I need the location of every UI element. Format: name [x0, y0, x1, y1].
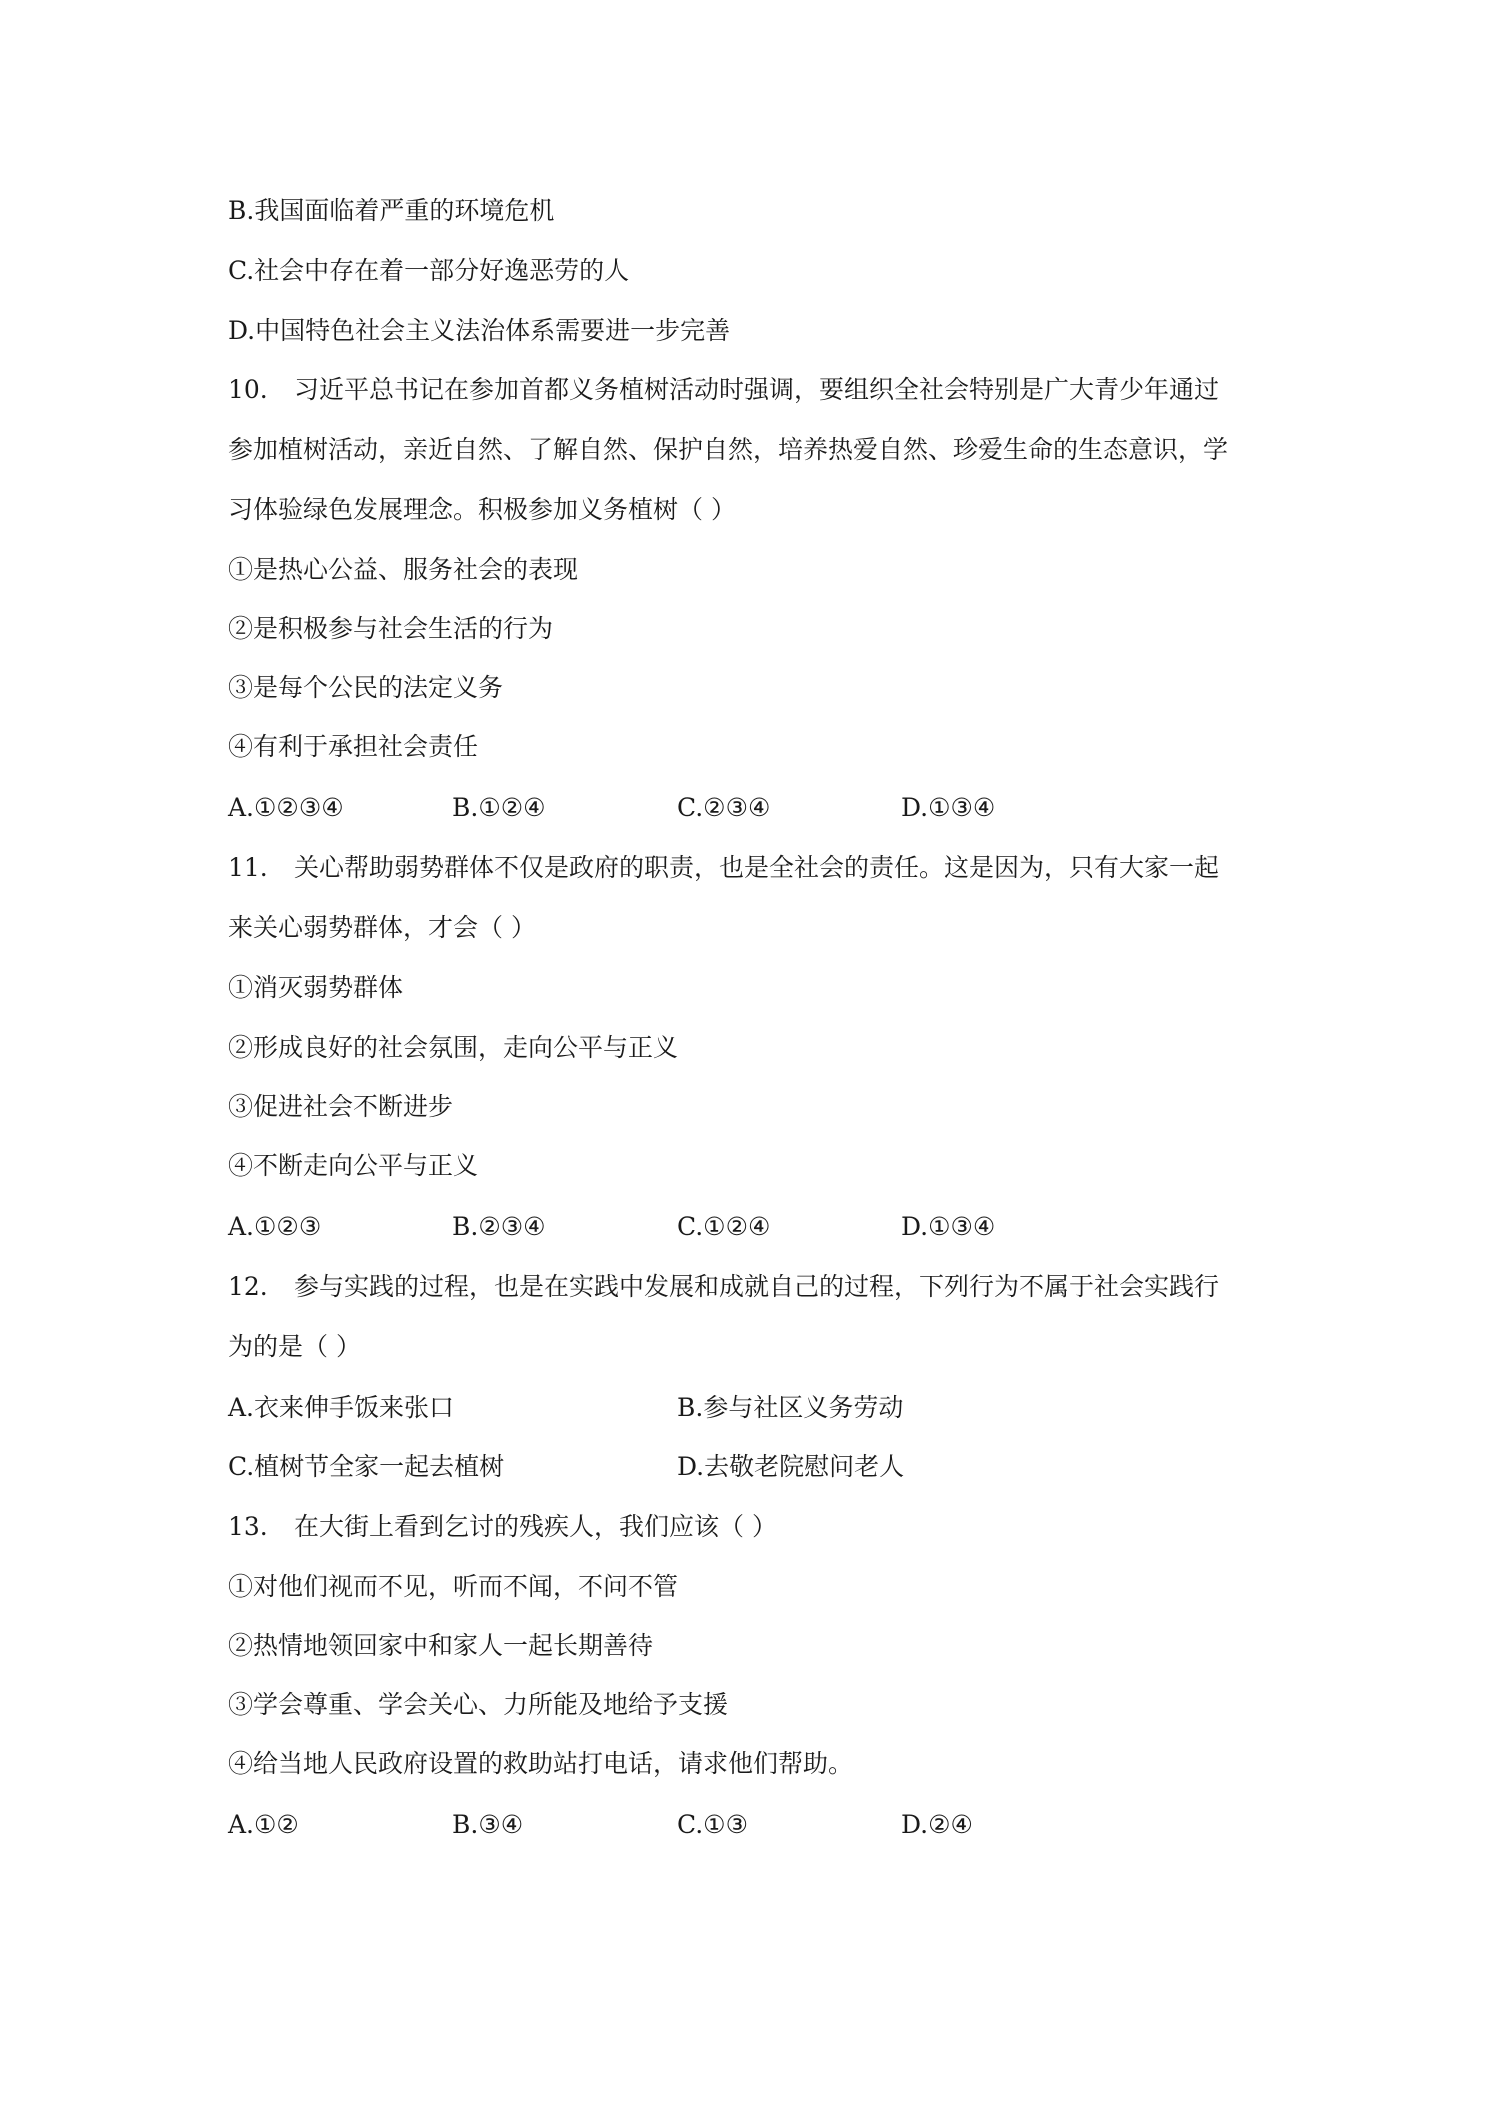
q10-statement-4: ④有利于承担社会责任 [228, 732, 479, 761]
q11-stem-line-1 [228, 853, 1219, 883]
q12-number: 12. [228, 1272, 268, 1301]
q13-option-a: A.①② [228, 1810, 299, 1839]
q12-stem-line-1 [228, 1272, 1219, 1302]
q10-statement-1: ①是热心公益、服务社会的表现 [228, 555, 579, 584]
q13-option-d: D.②④ [901, 1810, 973, 1839]
q13-statement-2: ②热情地领回家中和家人一起长期善待 [228, 1631, 654, 1660]
q11-stem-text-1: 关心帮助弱势群体不仅是政府的职责，也是全社会的责任。这是因为，只有大家一起 [294, 853, 1220, 882]
prev-option-d: D.中国特色社会主义法治体系需要进一步完善 [228, 316, 731, 345]
q11-statement-2: ②形成良好的社会氛围，走向公平与正义 [228, 1033, 679, 1062]
q11-option-d: D.①③④ [901, 1212, 996, 1241]
q13-option-c: C.①③ [677, 1810, 749, 1839]
q13-number: 13. [228, 1512, 268, 1541]
q10-option-c: C.②③④ [677, 793, 771, 822]
q11-option-b: B.②③④ [452, 1212, 546, 1241]
prev-option-b: B.我国面临着严重的环境危机 [228, 196, 555, 225]
q12-stem-text-1: 参与实践的过程，也是在实践中发展和成就自己的过程，下列行为不属于社会实践行 [294, 1272, 1220, 1301]
q11-option-c: C.①②④ [677, 1212, 771, 1241]
q10-number: 10. [228, 375, 268, 404]
q12-option-a: A.衣来伸手饭来张口 [228, 1393, 455, 1422]
q11-statement-3: ③促进社会不断进步 [228, 1092, 454, 1121]
q10-stem-text-1: 习近平总书记在参加首都义务植树活动时强调，要组织全社会特别是广大青少年通过 [294, 375, 1220, 404]
q10-option-a: A.①②③④ [228, 793, 344, 822]
q12-option-b: B.参与社区义务劳动 [677, 1393, 904, 1422]
q13-statement-3: ③学会尊重、学会关心、力所能及地给予支援 [228, 1690, 729, 1719]
q10-stem-line-1 [228, 375, 1219, 405]
q11-number: 11. [228, 853, 268, 882]
q10-statement-2: ②是积极参与社会生活的行为 [228, 614, 554, 643]
q12-option-c: C.植树节全家一起去植树 [228, 1452, 505, 1481]
q11-statement-4: ④不断走向公平与正义 [228, 1151, 479, 1180]
q13-stem-line-1 [228, 1512, 777, 1542]
q12-stem-line-2: 为的是（ ） [228, 1332, 361, 1361]
q10-option-d: D.①③④ [901, 793, 996, 822]
q10-option-b: B.①②④ [452, 793, 546, 822]
q13-stem-text-1: 在大街上看到乞讨的残疾人，我们应该（ ） [294, 1512, 777, 1541]
q11-option-a: A.①②③ [228, 1212, 322, 1241]
q10-stem-line-3: 习体验绿色发展理念。积极参加义务植树（ ） [228, 495, 736, 524]
q10-statement-3: ③是每个公民的法定义务 [228, 673, 504, 702]
prev-option-c: C.社会中存在着一部分好逸恶劳的人 [228, 256, 630, 285]
q11-statement-1: ①消灭弱势群体 [228, 973, 404, 1002]
q13-option-b: B.③④ [452, 1810, 524, 1839]
q13-statement-1: ①对他们视而不见，听而不闻，不问不管 [228, 1572, 679, 1601]
q11-stem-line-2: 来关心弱势群体，才会（ ） [228, 913, 536, 942]
q12-option-d: D.去敬老院慰问老人 [677, 1452, 905, 1481]
q13-statement-4: ④给当地人民政府设置的救助站打电话，请求他们帮助。 [228, 1749, 854, 1778]
q10-stem-line-2: 参加植树活动，亲近自然、了解自然、保护自然，培养热爱自然、珍爱生命的生态意识，学 [228, 435, 1229, 464]
